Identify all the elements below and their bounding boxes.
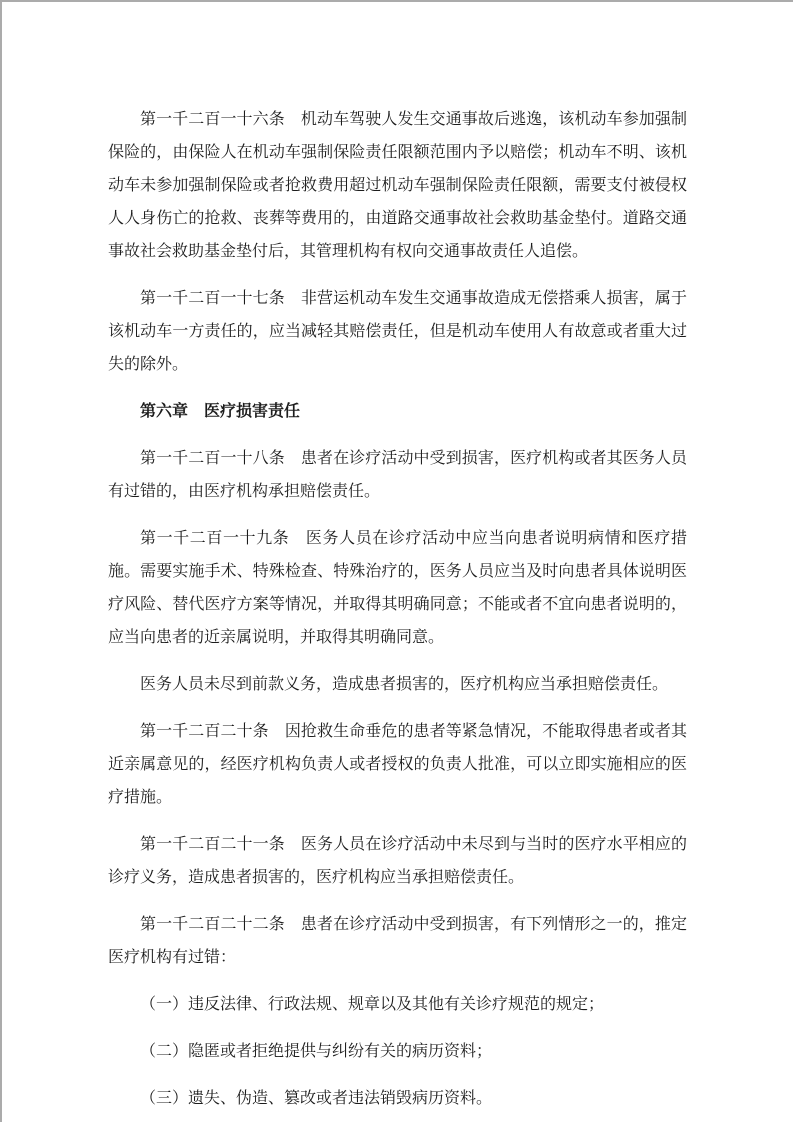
paragraph-article-1216: 第一千二百一十六条 机动车驾驶人发生交通事故后逃逸，该机动车参加强制保险的，由保险人在机动车强制保险责任限额范围内予以赔偿；机动车不明、该机动车未参加强制保险或者抢救费用超过机动车强制保险责任限额，需要支付被侵权人人身伤亡的抢救、丧葬等费用的，由道路交通事故社会救助基金垫付。道路交通事故社会救助基金垫付后，其管理机构有权向交通事故责任人追偿。: [108, 111, 687, 260]
document-text-block: [108, 103, 687, 1115]
list-item-1: （一）违反法律、行政法规、规章以及其他有关诊疗规范的规定；: [140, 996, 605, 1013]
paragraph-article-1217: 第一千二百一十七条 非营运机动车发生交通事故造成无偿搭乘人损害，属于该机动车一方责任的，应当减轻其赔偿责任，但是机动车使用人有故意或者重大过失的除外。: [108, 290, 687, 373]
paragraph-article-1218: 第一千二百一十八条 患者在诊疗活动中受到损害，医疗机构或者其医务人员有过错的，由医疗机构承担赔偿责任。: [108, 450, 687, 500]
list-item-3: （三）遗失、伪造、篡改或者违法销毁病历资料。: [140, 1090, 493, 1107]
paragraph-article-1222: 第一千二百二十二条 患者在诊疗活动中受到损害，有下列情形之一的，推定医疗机构有过错：: [108, 916, 687, 966]
paragraph-article-1221: 第一千二百二十一条 医务人员在诊疗活动中未尽到与当时的医疗水平相应的诊疗义务，造成患者损害的，医疗机构应当承担赔偿责任。: [108, 836, 687, 886]
list-item-2: （二）隐匿或者拒绝提供与纠纷有关的病历资料；: [140, 1043, 493, 1060]
paragraph-article-1219: 第一千二百一十九条 医务人员在诊疗活动中应当向患者说明病情和医疗措施。需要实施手术、特殊检查、特殊治疗的，医务人员应当及时向患者具体说明医疗风险、替代医疗方案等情况，并取得其明确同意；不能或者不宜向患者说明的，应当向患者的近亲属说明，并取得其明确同意。: [108, 530, 687, 646]
paragraph-article-1219-clause2: 医务人员未尽到前款义务，造成患者损害的，医疗机构应当承担赔偿责任。: [140, 676, 669, 693]
paragraph-article-1220: 第一千二百二十条 因抢救生命垂危的患者等紧急情况，不能取得患者或者其近亲属意见的，经医疗机构负责人或者授权的负责人批准，可以立即实施相应的医疗措施。: [108, 723, 687, 806]
chapter-heading: 第六章 医疗损害责任: [140, 403, 301, 420]
